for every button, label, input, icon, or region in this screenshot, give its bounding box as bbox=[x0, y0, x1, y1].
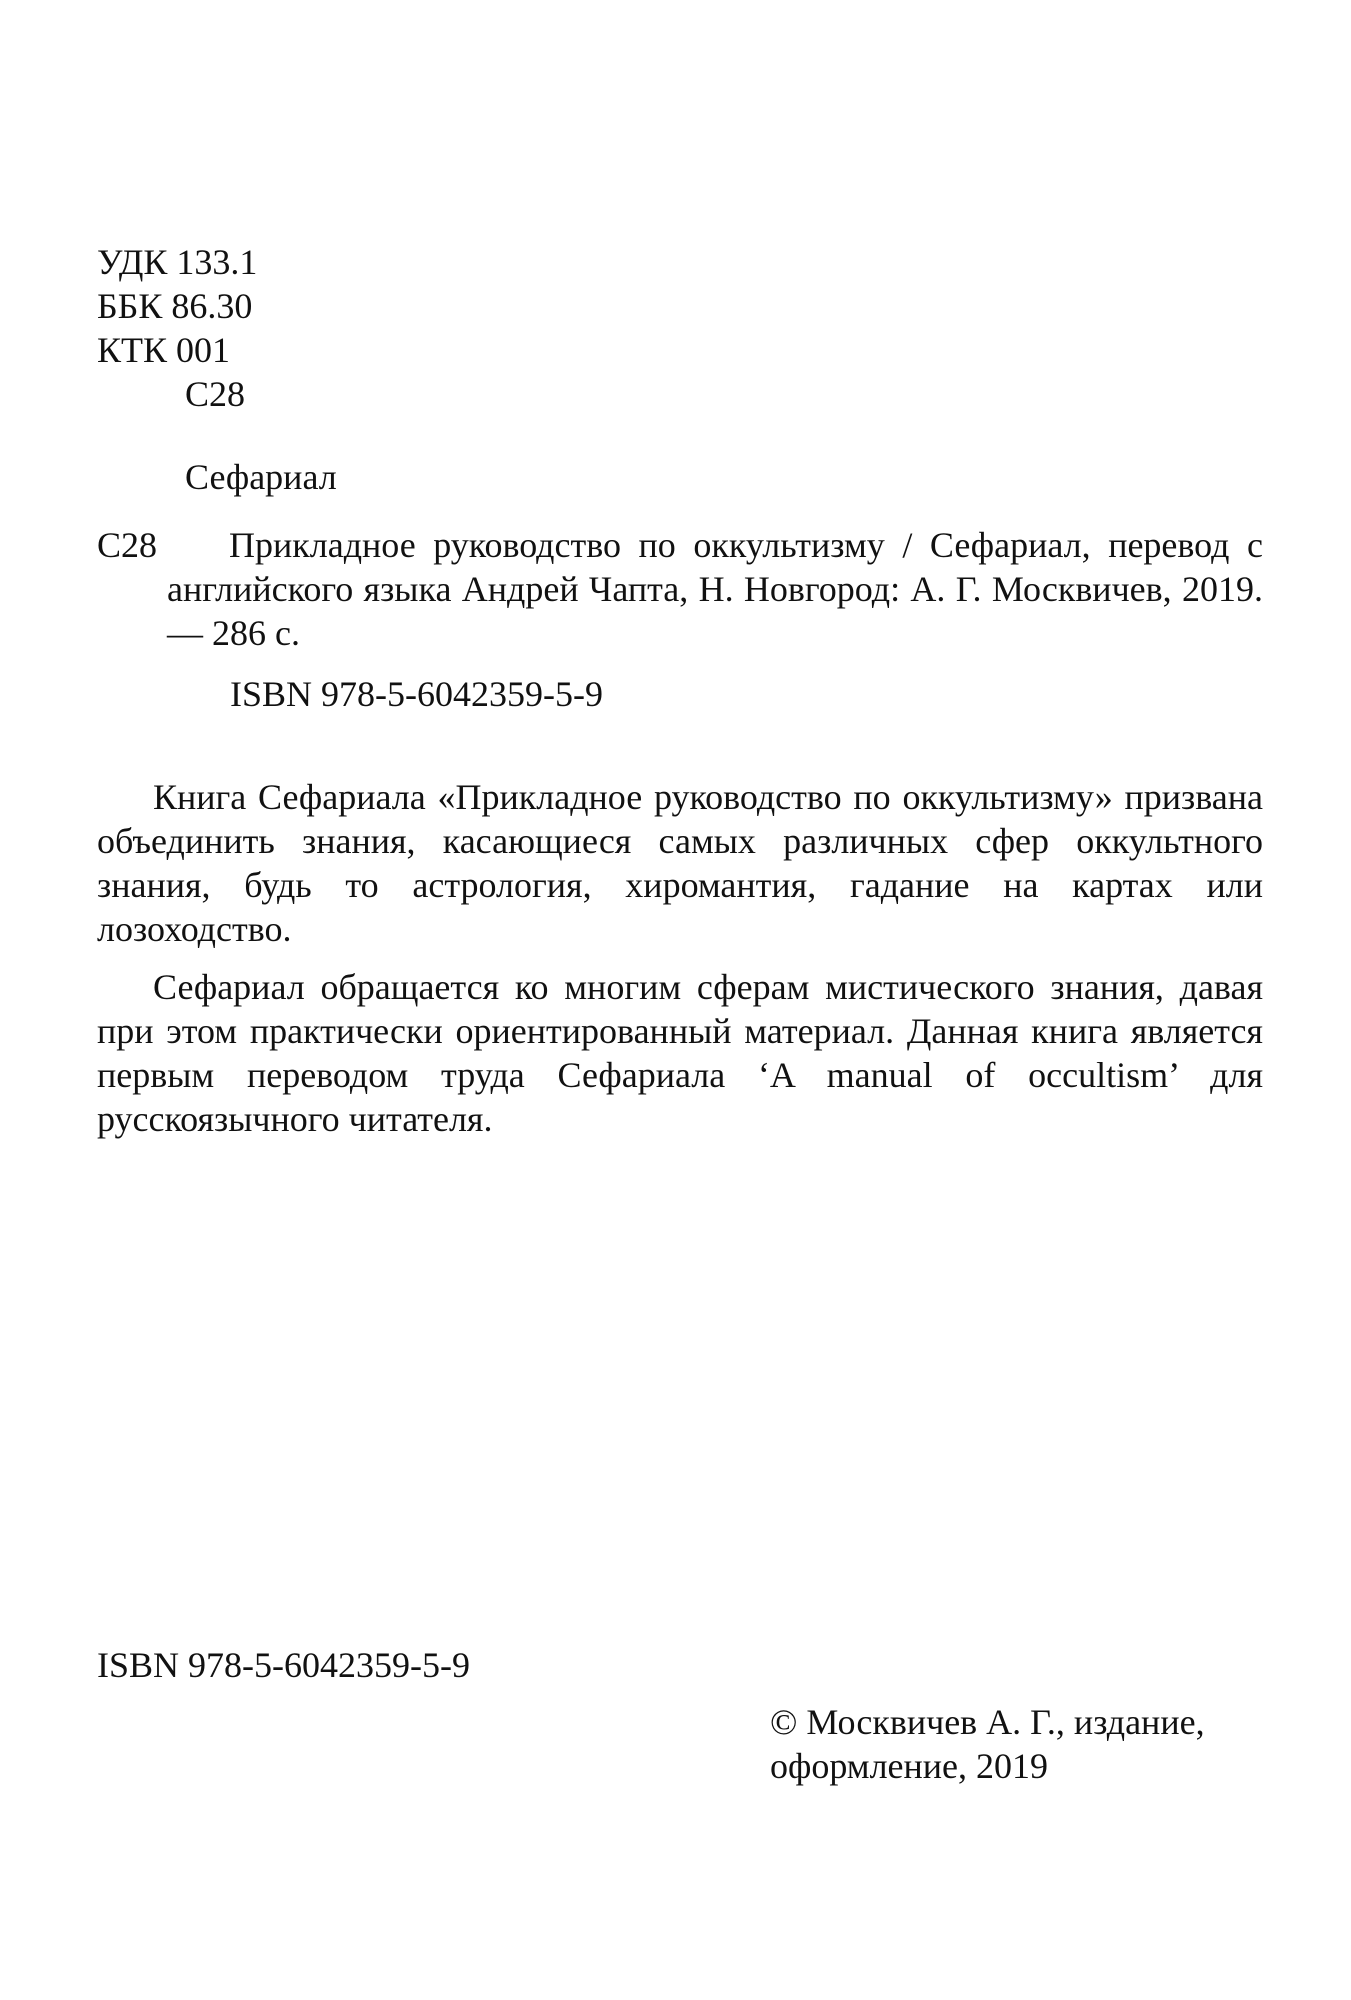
author-sign: С28 bbox=[185, 374, 246, 414]
footer-isbn: ISBN 978-5-6042359-5-9 bbox=[97, 1645, 470, 1685]
ktk-code: КТК 001 bbox=[97, 330, 231, 370]
annotation-paragraph-2: Сефариал обращается ко многим сферам мистического знания, давая при этом практически ориентированный материал. Данная книга является первым переводом труда Сефариала ‘A manual of occultism’ для русскоязычного читателя. bbox=[97, 967, 1263, 1139]
entry-sign: С28 bbox=[97, 525, 158, 565]
copyright-line-2: оформление, 2019 bbox=[770, 1746, 1049, 1786]
author-name: Сефариал bbox=[185, 457, 337, 497]
udk-code: УДК 133.1 bbox=[97, 242, 258, 282]
isbn-entry: ISBN 978-5-6042359-5-9 bbox=[230, 674, 603, 714]
annotation-paragraph-1: Книга Сефариала «Прикладное руководство по оккультизму» призвана объединить знания, касающиеся самых различных сфер оккультного знания, будь то астрология, хиромантия, гадание на картах или лозоходство. bbox=[97, 777, 1263, 949]
bibliographic-description: Прикладное руководство по оккультизму / Сефариал, перевод с английского языка Андрей Чапта, Н. Новгород: А. Г. Москвичев, 2019. — 286 с. bbox=[167, 525, 1263, 653]
bbk-code: ББК 86.30 bbox=[97, 286, 253, 326]
copyright-line-1: © Москвичев А. Г., издание, bbox=[770, 1702, 1205, 1742]
annotation bbox=[97, 775, 1263, 1141]
